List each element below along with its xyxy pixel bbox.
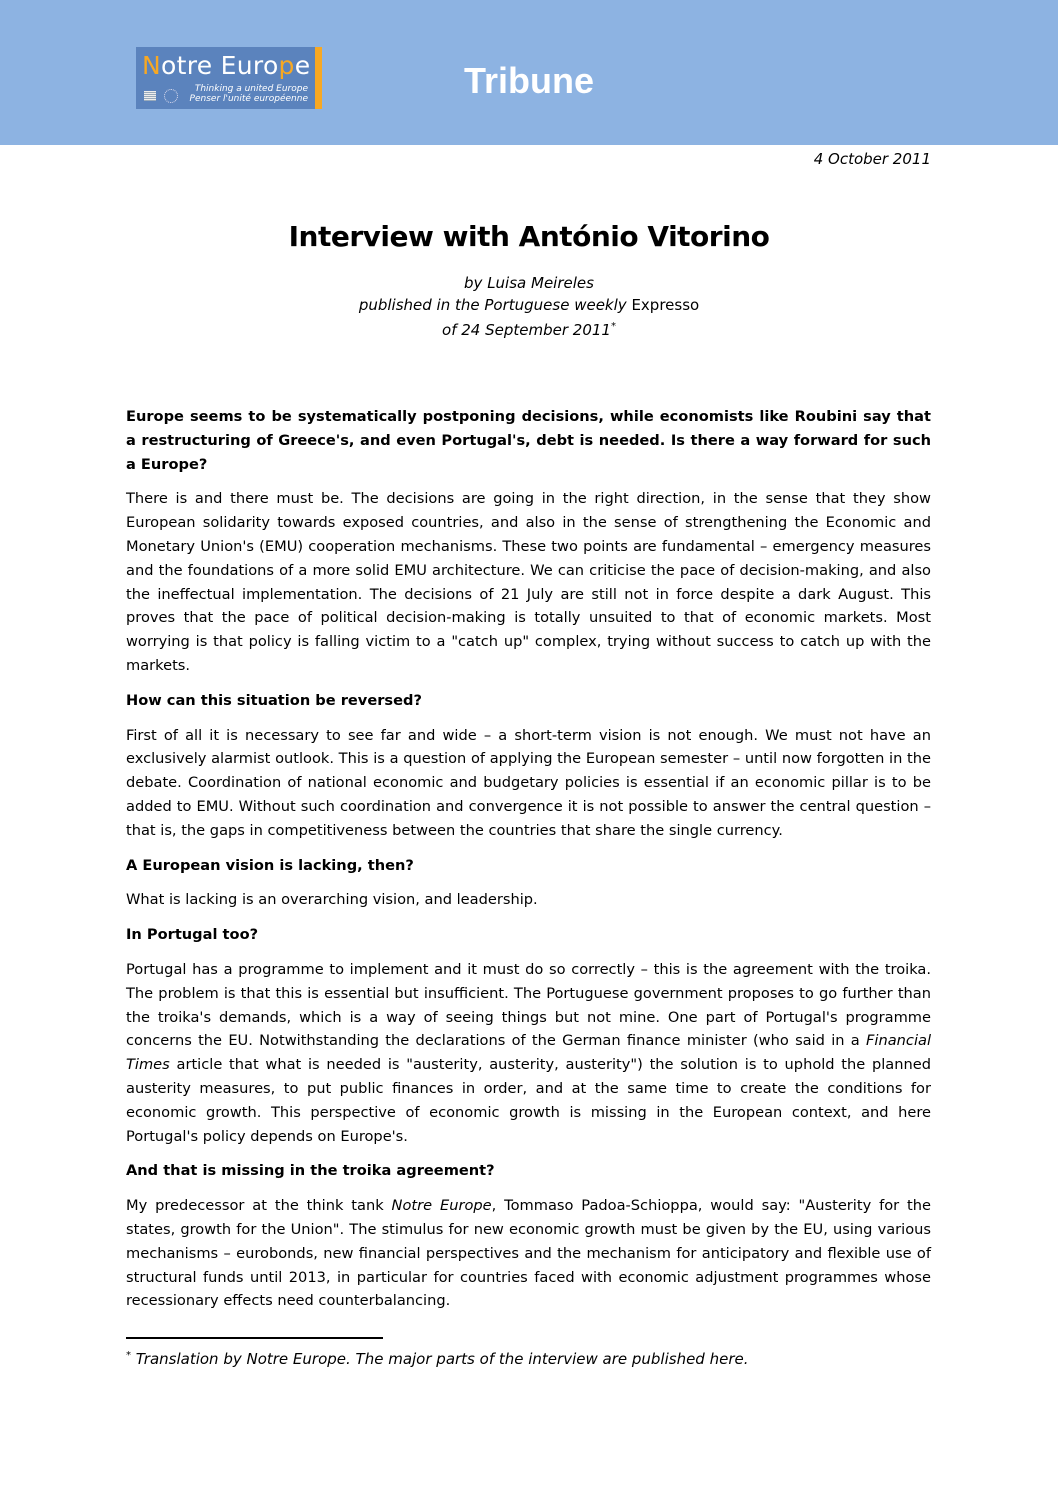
publication-line xyxy=(0,294,1058,316)
footnote-mark: * xyxy=(610,321,616,332)
header-banner xyxy=(0,0,1058,145)
paragraph-text: First of all it is necessary to see far and wide – a short-term vision is not enough. We must not have an exclusively alarmist outlook. This is a question of applying the European semester – until now forgotten in the debate. Coordination of national economic and budgetary policies is essential if an economic pillar is to be added to EMU. Without such coordination and convergence it is not possible to answer the central question – that is, the gaps in competitiveness between the countries that share the single currency. xyxy=(126,726,931,839)
footnote-mark: * xyxy=(126,1350,131,1361)
interview-question xyxy=(126,1159,931,1183)
paragraph-text: Portugal has a programme to implement and it must do so correctly – this is the agreement with the troika. The problem is that this is essential but insufficient. The Portuguese government proposes to go further than the troika's demands, which is a way of seeing things but not mine. One part of Portugal's programme concerns the EU. Notwithstanding the declarations of the German finance minister (who said in a xyxy=(126,960,931,1050)
tagline-fr: Penser l'unité européenne xyxy=(189,94,308,104)
interview-answer xyxy=(126,487,931,677)
original-date: of 24 September 2011 xyxy=(442,321,611,339)
logo-tagline xyxy=(190,84,308,104)
publication-date-line xyxy=(0,316,1058,341)
footnote-text: Translation by Notre Europe. The major parts of the interview are published xyxy=(135,1350,710,1368)
interview-question xyxy=(126,923,931,947)
logo-accent-bar xyxy=(315,47,322,109)
interview-answer xyxy=(126,1194,931,1313)
footnote xyxy=(126,1350,749,1368)
publication-name: Expresso xyxy=(631,296,700,314)
logo-letters: otre Euro xyxy=(161,51,279,80)
notre-europe-logo xyxy=(136,47,322,109)
interview-answer xyxy=(126,888,931,912)
paragraph-text: In Portugal too? xyxy=(126,926,259,944)
paragraph-text: There is and there must be. The decisions are going in the right direction, in the sense that they show European solidarity towards exposed countries, and also in the sense of strengthening the Economic and Monetary Union's (EMU) cooperation mechanisms. These two points are fundamental – emergency measures and the foundations of a more solid EMU architecture. We can criticise the pace of decision-making, and also the ineffectual implementation. The decisions of 21 July are still not in force despite a dark August. This proves that the pace of political decision-making is totally unsuited to that of economic markets. Most worrying is that policy is falling victim to a "catch up" complex, trying without success to catch up with the markets. xyxy=(126,490,931,674)
interview-answer xyxy=(126,958,931,1148)
publication-date: 4 October 2011 xyxy=(813,150,931,168)
flag-icon xyxy=(144,91,156,101)
section-title: Tribune xyxy=(464,60,595,101)
footnote-link[interactable]: here xyxy=(709,1350,744,1368)
interview-question xyxy=(126,689,931,713)
logo-letter: N xyxy=(142,51,162,80)
byline xyxy=(0,272,1058,341)
paragraph-text: Europe seems to be systematically postponing decisions, while economists like Roubini say that a restructuring of Greece's, and even Portugal's, debt is needed. Is there a way forward for such a Europe? xyxy=(126,408,931,473)
paragraph-text: What is lacking is an overarching vision, and leadership. xyxy=(126,891,538,909)
footnote-divider xyxy=(126,1337,383,1339)
paragraph-text: My predecessor at the think tank xyxy=(126,1197,392,1215)
interview-question xyxy=(126,854,931,878)
interview-body xyxy=(126,405,931,1324)
author: by Luisa Meireles xyxy=(464,274,594,292)
eu-stars-icon xyxy=(164,89,178,103)
interview-question xyxy=(126,405,931,476)
paragraph-text: , Tommaso Padoa-Schioppa, would say: "Austerity for the states, growth for the Union". The stimulus for new economic growth must be given by the EU, using various mechanisms – eurobonds, new financial perspectives and the mechanism for anticipatory and flexible use of structural funds until 2013, in particular for countries faced with economic adjustment programmes whose recessionary effects need counterbalancing. xyxy=(126,1197,931,1310)
interview-answer xyxy=(126,724,931,843)
tagline-en: Thinking a united Europe xyxy=(194,84,308,94)
publication-prefix: published in the Portuguese weekly xyxy=(358,296,632,314)
italic-title: Financial Times xyxy=(126,1032,931,1074)
paragraph-text: How can this situation be reversed? xyxy=(126,691,422,709)
paragraph-text: A European vision is lacking, then? xyxy=(126,856,414,874)
paragraph-text: And that is missing in the troika agreement? xyxy=(126,1162,495,1180)
footnote-text-end: . xyxy=(743,1350,749,1368)
logo-letter: e xyxy=(294,51,311,80)
italic-title: Notre Europe xyxy=(391,1197,492,1215)
page-title: Interview with António Vitorino xyxy=(288,220,770,253)
logo-name xyxy=(142,51,310,80)
paragraph-text: article that what is needed is "austerity, austerity, austerity") the solution is to uphold the planned austerity measures, to put public finances in order, and at the same time to create the conditions for economic growth. This perspective of economic growth is missing in the European context, and here Portugal's policy depends on Europe's. xyxy=(126,1056,931,1145)
logo-letter: p xyxy=(278,51,295,80)
